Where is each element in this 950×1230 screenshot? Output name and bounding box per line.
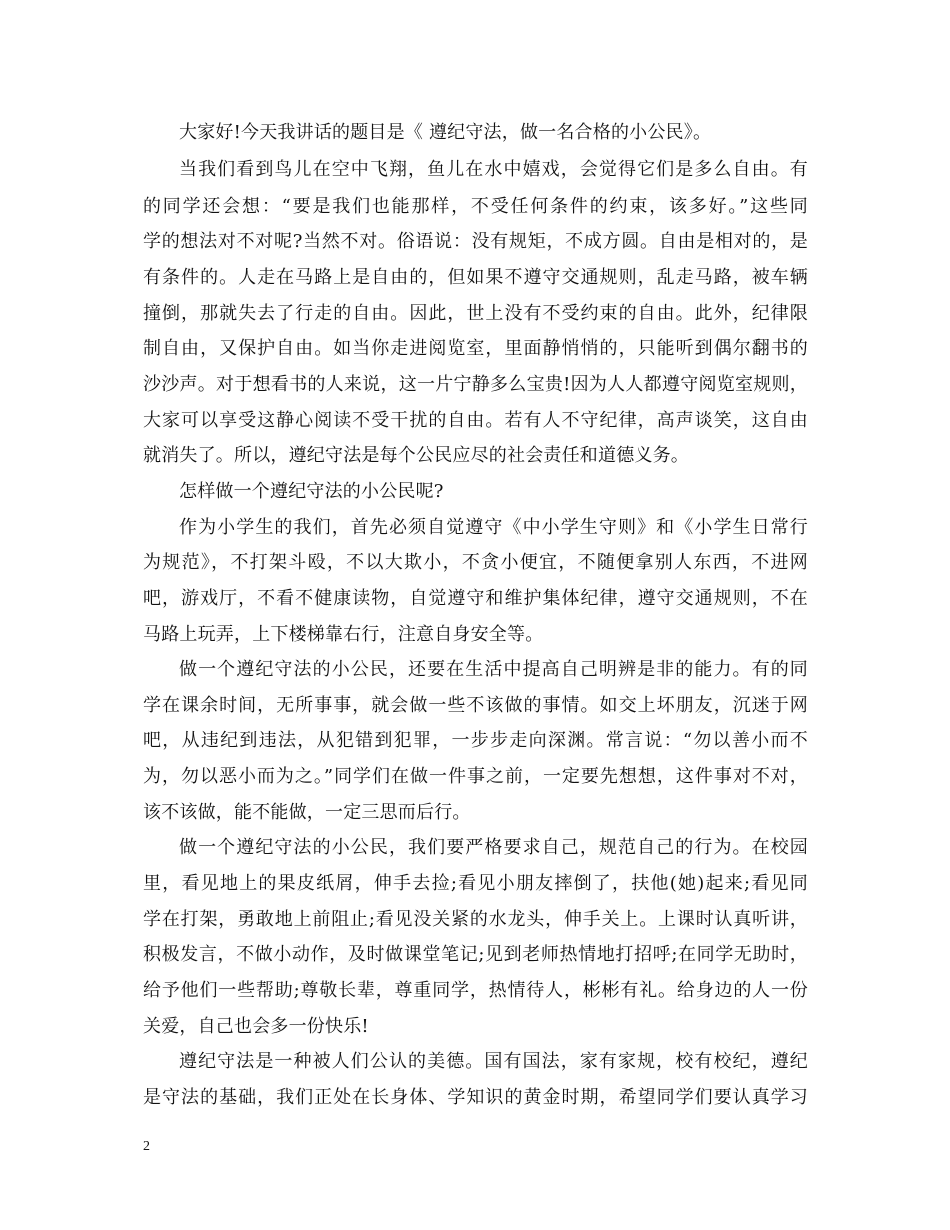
text-line-12: 作为小学生的我们，首先必须自觉遵守《中小学生守则》和《小学生日常行 [179,517,808,538]
page-number: 2 [143,1139,150,1154]
text-line-14: 吧，游戏厅，不看不健康读物，自觉遵守和维护集体纪律，遵守交通规则，不在 [143,588,808,609]
text-line-15: 马路上玩弄，上下楼梯靠右行，注意自身安全等。 [143,624,544,645]
text-line-11: 怎样做一个遵纪守法的小公民呢? [179,481,444,502]
text-line-19: 为，勿以恶小而为之。”同学们在做一件事之前，一定要先想想，这件事对不对， [143,766,808,787]
text-line-22: 里，看见地上的果皮纸屑，伸手去捡;看见小朋友摔倒了，扶他(她)起来;看见同 [143,873,808,894]
text-line-8: 沙沙声。对于想看书的人来说，这一片宁静多么宝贵!因为人人都遵守阅览室规则， [143,374,808,395]
text-line-26: 关爱，自己也会多一份快乐! [143,1016,369,1037]
text-line-20: 该不该做，能不能做，一定三思而后行。 [143,802,471,823]
text-line-28: 是守法的基础，我们正处在长身体、学知识的黄金时期，希望同学们要认真学习 [143,1087,808,1108]
text-line-1: 大家好!今天我讲话的题目是《 遵纪守法，做一名合格的小公民》。 [179,122,712,143]
text-line-5: 有条件的。人走在马路上是自由的，但如果不遵守交通规则，乱走马路，被车辆 [143,267,808,288]
text-line-3: 的同学还会想：“要是我们也能那样，不受任何条件的约束，该多好。”这些同 [143,196,808,217]
text-line-2: 当我们看到鸟儿在空中飞翔，鱼儿在水中嬉戏，会觉得它们是多么自由。有 [179,159,808,180]
text-line-6: 撞倒，那就失去了行走的自由。因此，世上没有不受约束的自由。此外，纪律限 [143,303,808,324]
text-line-24: 积极发言，不做小动作，及时做课堂笔记;见到老师热情地打招呼;在同学无助时， [143,944,808,965]
text-line-7: 制自由，又保护自由。如当你走进阅览室，里面静悄悄的，只能听到偶尔翻书的 [143,338,808,359]
text-line-16: 做一个遵纪守法的小公民，还要在生活中提高自己明辨是非的能力。有的同 [179,659,808,680]
text-line-9: 大家可以享受这静心阅读不受干扰的自由。若有人不守纪律，高声谈笑，这自由 [143,410,808,431]
text-line-18: 吧，从违纪到违法，从犯错到犯罪，一步步走向深渊。常言说：“勿以善小而不 [143,730,808,751]
text-line-4: 学的想法对不对呢?当然不对。俗语说：没有规矩，不成方圆。自由是相对的，是 [143,231,808,252]
text-line-25: 给予他们一些帮助;尊敬长辈，尊重同学，热情待人，彬彬有礼。给身边的人一份 [143,980,808,1001]
text-line-10: 就消失了。所以，遵纪守法是每个公民应尽的社会责任和道德义务。 [143,445,689,466]
text-line-13: 为规范》，不打架斗殴，不以大欺小，不贪小便宜，不随便拿别人东西，不进网 [143,552,808,573]
text-line-27: 遵纪守法是一种被人们公认的美德。国有国法，家有家规，校有校纪，遵纪 [179,1051,808,1072]
text-line-21: 做一个遵纪守法的小公民，我们要严格要求自己，规范自己的行为。在校园 [179,837,808,858]
text-line-17: 学在课余时间，无所事事，就会做一些不该做的事情。如交上坏朋友，沉迷于网 [143,695,808,716]
text-line-23: 学在打架，勇敢地上前阻止;看见没关紧的水龙头，伸手关上。上课时认真听讲， [143,909,808,930]
